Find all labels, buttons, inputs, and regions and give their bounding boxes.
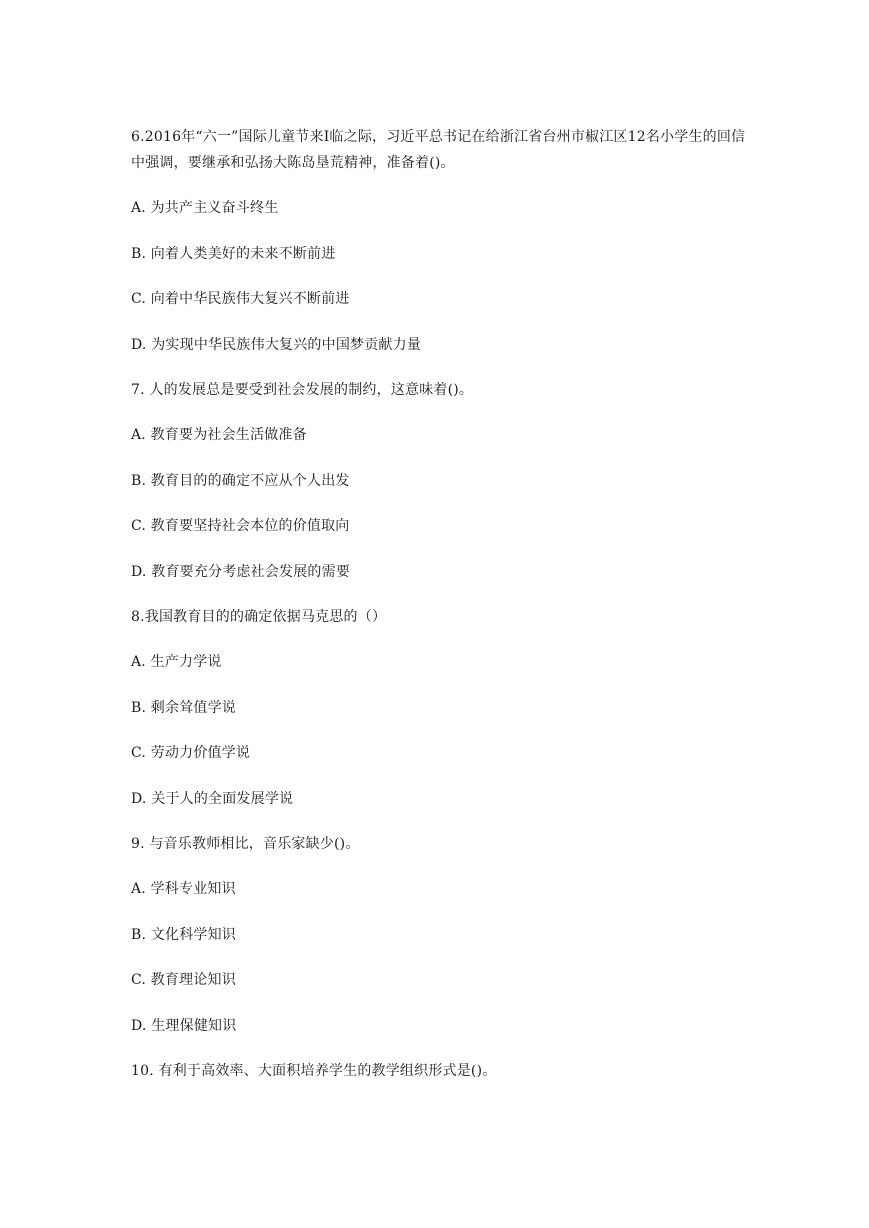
option-c: C. 向着中华民族伟大复兴不断前进 [131, 291, 350, 307]
option-b: B. 文化科学知识 [131, 926, 236, 943]
option-d: D. 关于人的全面发展学说 [131, 790, 294, 807]
option-d: D. 为实现中华民族伟大复兴的中国梦贡献力量 [131, 336, 422, 353]
question-stem: 9. 与音乐教师相比，音乐家缺少()。 [131, 836, 360, 852]
question-6 [131, 124, 751, 358]
option-a: A. 为共产主义奋斗终生 [131, 200, 279, 216]
option-a: A. 生产力学说 [131, 654, 222, 670]
option-c: C. 教育要坚持社会本位的价值取向 [131, 518, 350, 534]
option-a: A. 学科专业知识 [131, 881, 236, 897]
question-8 [131, 604, 751, 812]
question-stem: 7. 人的发展总是要受到社会发展的制约，这意味着()。 [131, 382, 474, 398]
option-d: D. 教育要充分考虑社会发展的需要 [131, 563, 351, 580]
option-d: D. 生理保健知识 [131, 1017, 237, 1034]
option-a: A. 教育要为社会生活做准备 [131, 427, 307, 443]
option-c: C. 教育理论知识 [131, 972, 236, 988]
question-stem: 8.我国教育目的的确定依据马克思的（） [131, 609, 387, 625]
option-b: B. 向着人类美好的未来不断前进 [131, 245, 336, 262]
option-b: B. 剩余耸值学说 [131, 699, 236, 716]
question-stem: 6.2016年“六一”国际儿童节来I临之际，习近平总书记在给浙江省台州市椒江区12名小学生的回信中强调，要继承和弘扬大陈岛垦荒精神，准备着()。 [131, 129, 746, 171]
question-7 [131, 377, 751, 585]
question-stem: 10. 有利于高效率、大面积培养学生的教学组织形式是()。 [131, 1063, 497, 1079]
question-10 [131, 1058, 751, 1084]
question-9 [131, 831, 751, 1039]
document-page [131, 124, 751, 1103]
option-c: C. 劳动力价值学说 [131, 745, 251, 761]
option-b: B. 教育目的的确定不应从个人出发 [131, 472, 350, 489]
